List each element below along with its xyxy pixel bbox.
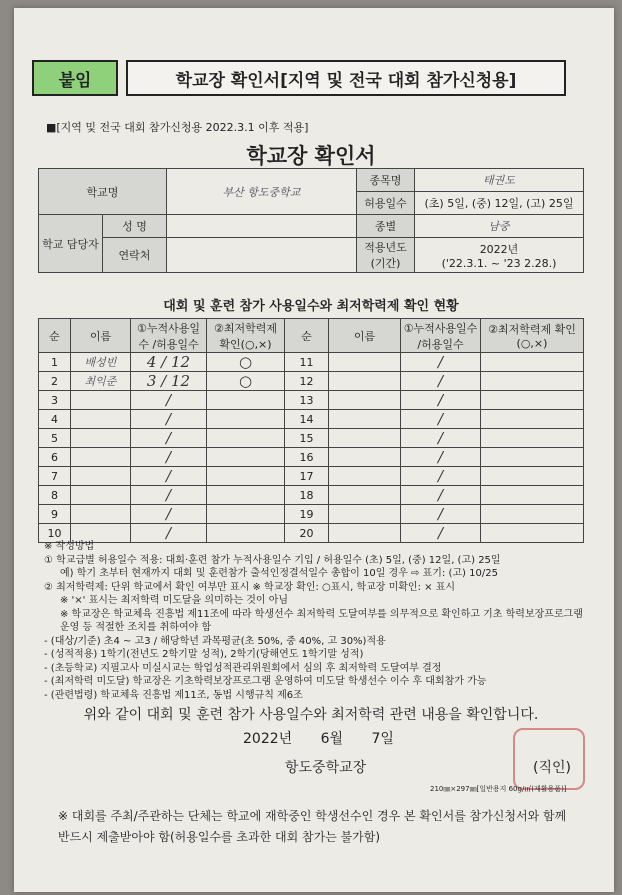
row-no: 17: [285, 467, 329, 486]
attachment-badge: 붙임: [32, 60, 118, 96]
name-value: [167, 215, 357, 238]
col-no: 순: [285, 319, 329, 353]
date-year: 2022년: [243, 731, 293, 747]
row-days: /: [401, 429, 481, 448]
note-line: - (관련법령) 학교체육 진흥법 제11조, 동법 시행규칙 제6조: [44, 689, 303, 701]
row-name: 최익준: [71, 372, 131, 391]
footer-note: ※ 대회를 주최/주관하는 단체는 학교에 재학중인 학생선수인 경우 본 확인서를 참가신청서와 함께 반드시 제출받아야 함(허용일수를 초과한 대회 참가는 불가함): [58, 809, 567, 844]
table-row: [39, 448, 584, 467]
row-no: 9: [39, 505, 71, 524]
date-day: 7일: [371, 731, 394, 747]
row-name: [329, 467, 401, 486]
row-no: 5: [39, 429, 71, 448]
row-name: [329, 448, 401, 467]
row-name: [329, 505, 401, 524]
row-days: /: [131, 505, 207, 524]
row-no: 7: [39, 467, 71, 486]
row-no: 11: [285, 353, 329, 372]
header-title: 학교장 확인서[지역 및 전국 대회 참가신청용]: [126, 60, 566, 96]
row-days: /: [131, 467, 207, 486]
row-days: /: [131, 391, 207, 410]
table-row: [39, 410, 584, 429]
row-days: /: [401, 505, 481, 524]
note-line: - (최저학력 미도달) 학교장은 기초학력보장프로그램 운영하여 미도달 학생선수 이수 후 대회참가 가능: [44, 676, 487, 687]
table-row: [39, 372, 584, 391]
gender-label: 종별: [357, 215, 415, 238]
col-check: ②최저학력제 확인(○,×): [207, 319, 285, 353]
row-check: [207, 391, 285, 410]
notes: [44, 540, 589, 702]
date: [243, 728, 418, 748]
year-cell: [415, 238, 584, 273]
row-days: /: [401, 353, 481, 372]
row-no: 16: [285, 448, 329, 467]
info-table: [38, 168, 584, 273]
row-no: 1: [39, 353, 71, 372]
row-check: ○: [207, 372, 285, 391]
row-check: [207, 448, 285, 467]
note-line: - (성적적용) 1학기(전년도 2학기말 성적), 2학기(당해연도 1학기말 성적): [44, 649, 364, 660]
row-days: 3 / 12: [131, 372, 207, 391]
row-name: [329, 429, 401, 448]
note-line: ※ '×' 표시는 최저학력 미도달을 의미하는 것이 아님: [60, 595, 289, 606]
row-name: [329, 486, 401, 505]
table-row: [39, 391, 584, 410]
row-name: [71, 486, 131, 505]
row-no: 6: [39, 448, 71, 467]
note-line: ② 최저학력제: 단위 학교에서 확인 여부만 표시 ※ 학교장 확인: ○표시, 학교장 미확인: × 표시: [44, 581, 456, 593]
row-no: 4: [39, 410, 71, 429]
row-check: ○: [207, 353, 285, 372]
row-days: /: [131, 486, 207, 505]
row-check: [481, 353, 584, 372]
seal-label: (직인): [533, 760, 571, 776]
row-name: [329, 353, 401, 372]
row-days: /: [401, 410, 481, 429]
row-no: 13: [285, 391, 329, 410]
date-month: 6월: [320, 731, 344, 747]
table-row: [39, 353, 584, 372]
school-label: 학교명: [39, 169, 167, 215]
row-check: [481, 410, 584, 429]
row-days: /: [131, 429, 207, 448]
row-name: [71, 429, 131, 448]
sport-value: 태권도: [415, 169, 584, 192]
note-line: - (초등학교) 지필고사 미실시교는 학업성적관리위원회에서 심의 후 최저학력 도달여부 결정: [44, 662, 442, 674]
row-name: [71, 467, 131, 486]
col-name: 이름: [329, 319, 401, 353]
col-check: ②최저학력제 확인(○,×): [481, 319, 584, 353]
row-no: 15: [285, 429, 329, 448]
row-check: [207, 486, 285, 505]
row-check: [481, 467, 584, 486]
row-no: 20: [285, 524, 329, 543]
page-title: 학교장 확인서: [246, 144, 376, 168]
table-row: [39, 467, 584, 486]
subnote: ■[지역 및 전국 대회 참가신청용 2022.3.1 이후 적용]: [46, 121, 309, 134]
note-line: 예) 학기 초부터 현재까지 대회 및 훈련참가 출석인정결석일수 총합이 10일 경우 ⇨ 표기: (고) 10/25: [60, 568, 498, 579]
row-check: [481, 505, 584, 524]
row-days: /: [401, 524, 481, 543]
row-days: /: [401, 448, 481, 467]
row-days: /: [401, 391, 481, 410]
year-label: 적용년도 (기간): [357, 238, 415, 273]
table-row: [39, 486, 584, 505]
row-check: [207, 429, 285, 448]
row-check: [207, 410, 285, 429]
year-value: 2022년: [479, 242, 519, 256]
principal-name: 항도중학교장: [285, 760, 367, 776]
row-no: 12: [285, 372, 329, 391]
row-days: /: [401, 467, 481, 486]
table-row: [39, 429, 584, 448]
row-name: 배성빈: [71, 353, 131, 372]
col-days: ①누적사용일수 /허용일수: [131, 319, 207, 353]
note-line: ※ 학교장은 학교체육 진흥법 제11조에 따라 학생선수 최저학력 도달여부를 의무적으로 확인하고 기초 학력보장프로그램 운영 등 적절한 조치를 취하여야 함: [60, 608, 583, 633]
status-table: [38, 318, 584, 543]
table-header-row: [39, 319, 584, 353]
row-no: 14: [285, 410, 329, 429]
row-days: /: [401, 486, 481, 505]
row-days: /: [131, 448, 207, 467]
row-no: 2: [39, 372, 71, 391]
period-value: ('22.3.1. ~ '23 2.28.): [441, 256, 557, 270]
note-line: ① 학교급별 허용일수 적용: 대회·훈련 참가 누적사용일수 기입 / 허용일수 (초) 5일, (중) 12일, (고) 25일: [44, 554, 501, 566]
note-line: - (대상/기준) 초4 ~ 고3 / 해당학년 과목평균(초 50%, 중 40%, 고 30%)적용: [44, 635, 386, 647]
row-days: /: [131, 524, 207, 543]
row-check: [207, 505, 285, 524]
phone-value: [167, 238, 357, 273]
name-label: 성 명: [103, 215, 167, 238]
row-days: 4 / 12: [131, 353, 207, 372]
days-label: 허용일수: [357, 192, 415, 215]
row-check: [481, 372, 584, 391]
row-check: [481, 448, 584, 467]
row-no: 19: [285, 505, 329, 524]
col-name: 이름: [71, 319, 131, 353]
row-no: 3: [39, 391, 71, 410]
row-days: /: [131, 410, 207, 429]
sport-label: 종목명: [357, 169, 415, 192]
row-name: [329, 391, 401, 410]
row-check: [207, 467, 285, 486]
row-name: [71, 391, 131, 410]
gender-value: 남중: [415, 215, 584, 238]
col-days: ①누적사용일수 /허용일수: [401, 319, 481, 353]
section-title: 대회 및 훈련 참가 사용일수와 최저학력제 확인 현황: [163, 299, 459, 314]
row-no: 10: [39, 524, 71, 543]
row-name: [329, 410, 401, 429]
row-days: /: [401, 372, 481, 391]
row-check: [481, 429, 584, 448]
row-name: [71, 448, 131, 467]
col-no: 순: [39, 319, 71, 353]
row-check: [481, 486, 584, 505]
school-value: 부산 항도중학교: [167, 169, 357, 215]
paper-size-note: 210㎜×297㎜[일반용지 60g/㎡(재활용품)]: [430, 785, 567, 793]
table-row: [39, 505, 584, 524]
row-no: 18: [285, 486, 329, 505]
confirm-statement: 위와 같이 대회 및 훈련 참가 사용일수와 최저학력 관련 내용을 확인합니다.: [83, 707, 539, 723]
row-name: [329, 372, 401, 391]
row-name: [71, 410, 131, 429]
contact-label: 학교 담당자: [39, 215, 103, 273]
header: [32, 60, 566, 96]
note-line: ※ 작성방법: [44, 541, 95, 552]
days-value: (초) 5일, (중) 12일, (고) 25일: [415, 192, 584, 215]
row-name: [71, 505, 131, 524]
row-check: [481, 391, 584, 410]
phone-label: 연락처: [103, 238, 167, 273]
row-no: 8: [39, 486, 71, 505]
